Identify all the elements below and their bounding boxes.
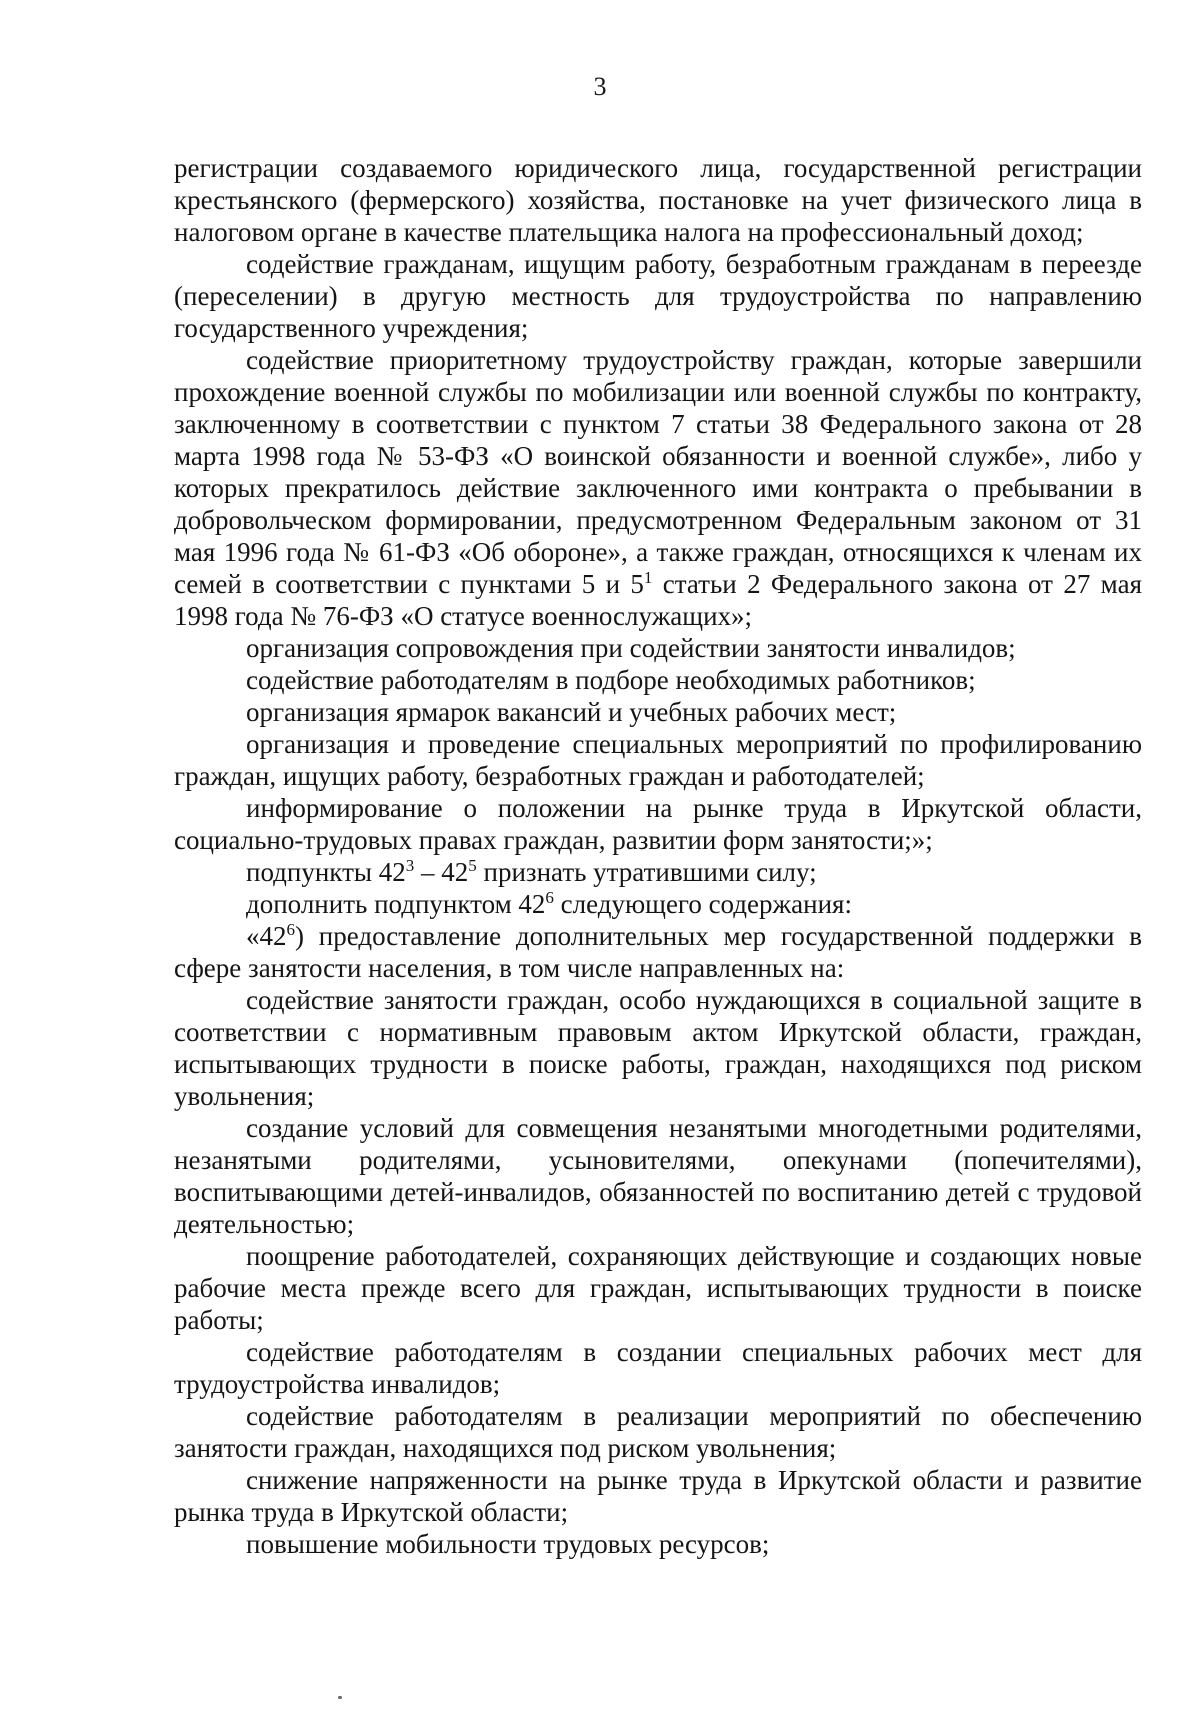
superscript: 6 [286,919,295,939]
paragraph-text: организация ярмарок вакансий и учебных рабочих мест; [246,697,897,727]
paragraph-p13 [174,1112,1142,1240]
paragraph-p9 [174,856,1142,888]
paragraph-p6 [174,696,1142,728]
paragraph-p16 [174,1400,1142,1464]
paragraph-p17 [174,1464,1142,1528]
paragraph-p18 [174,1528,1142,1560]
paragraph-text: «42 [246,921,287,951]
paragraph-p1 [174,152,1142,248]
paragraph-p15 [174,1336,1142,1400]
paragraph-text: подпункты 42 [246,857,406,887]
paragraph-text: признать утратившими силу; [476,857,817,887]
paragraph-text: содействие работодателям в реализации мероприятий по обеспечению занятости граждан, находящихся под риском увольнения; [174,1401,1142,1463]
superscript: 1 [643,567,653,587]
paragraph-text: – 42 [414,857,469,887]
paragraph-text: повышение мобильности трудовых ресурсов; [246,1529,770,1559]
paragraph-p14 [174,1240,1142,1336]
paragraph-p10 [174,888,1142,920]
paragraph-text: содействие работодателям в создании специальных рабочих мест для трудоустройства инвалидов; [174,1337,1142,1399]
paragraph-text: организация и проведение специальных мероприятий по профилированию граждан, ищущих работу, безработных граждан и работодателей; [174,729,1142,791]
paragraph-text: дополнить подпунктом 42 [246,889,546,919]
paragraph-text: следующего содержания: [553,889,852,919]
paragraph-text: содействие гражданам, ищущим работу, безработным гражданам в переезде (переселении) в другую местность для трудоустройства по направлению государственного учреждения; [174,249,1142,343]
paragraph-p5 [174,664,1142,696]
paragraph-p11 [174,920,1142,984]
paragraph-p4 [174,632,1142,664]
paragraph-text: создание условий для совмещения незанятыми многодетными родителями, незанятыми родителями, усыновителями, опекунами (попечителями), воспитывающими детей-инвалидов, обязанностей по воспитанию детей с трудовой деятельностью; [174,1113,1142,1239]
paragraph-text: содействие приоритетному трудоустройству граждан, которые завершили прохождение военной службы по мобилизации или военной службы по контракту, заключенному в соответствии с пунктом 7 статьи 38 Федерального закона от 28 марта 1998 года № 53-ФЗ «О воинской обязанности и военной службе», либо у которых прекратилось действие заключенного ими контракта о пребывании в добровольческом формировании, предусмотренном Федеральным законом от 31 мая 1996 года № 61-ФЗ «Об обороне», а также граждан, относящихся к членам их семей в соответствии с пунктами 5 и 5 [174,345,1142,599]
paragraph-text: содействие занятости граждан, особо нуждающихся в социальной защите в соответствии с нормативным правовым актом Иркутской области, граждан, испытывающих трудности в поиске работы, граждан, находящихся под риском увольнения; [174,985,1142,1111]
paragraph-p3 [174,344,1142,632]
superscript: 3 [405,855,415,875]
paragraph-text: организация сопровождения при содействии занятости инвалидов; [246,633,1016,663]
paragraph-text: регистрации создаваемого юридического лица, государственной регистрации крестьянского (фермерского) хозяйства, постановке на учет физического лица в налоговом органе в качестве плательщика налога на профессиональный доход; [174,153,1142,247]
page-number: 3 [593,72,607,101]
paragraph-text: содействие работодателям в подборе необходимых работников; [246,665,976,695]
superscript: 5 [468,855,477,875]
paragraph-p2 [174,248,1142,344]
paragraph-text: информирование о положении на рынке труда в Иркутской области, социально-трудовых правах граждан, развитии форм занятости;»; [174,793,1142,855]
paragraph-text: снижение напряженности на рынке труда в Иркутской области и развитие рынка труда в Иркутской области; [174,1465,1142,1527]
paragraph-text: поощрение работодателей, сохраняющих действующие и создающих новые рабочие места прежде всего для граждан, испытывающих трудности в поиске работы; [174,1241,1142,1335]
paragraph-p12 [174,984,1142,1112]
paragraph-p7 [174,728,1142,792]
paragraph-text: ) предоставление дополнительных мер государственной поддержки в сфере занятости населения, в том числе направленных на: [174,921,1142,983]
scan-speck [338,1696,342,1699]
paragraph-text: статьи 2 Федерального закона от 27 мая 1998 года № 76-ФЗ «О статусе военнослужащих»; [174,569,1142,631]
superscript: 6 [545,887,554,907]
document-body [174,152,1142,1560]
paragraph-p8 [174,792,1142,856]
